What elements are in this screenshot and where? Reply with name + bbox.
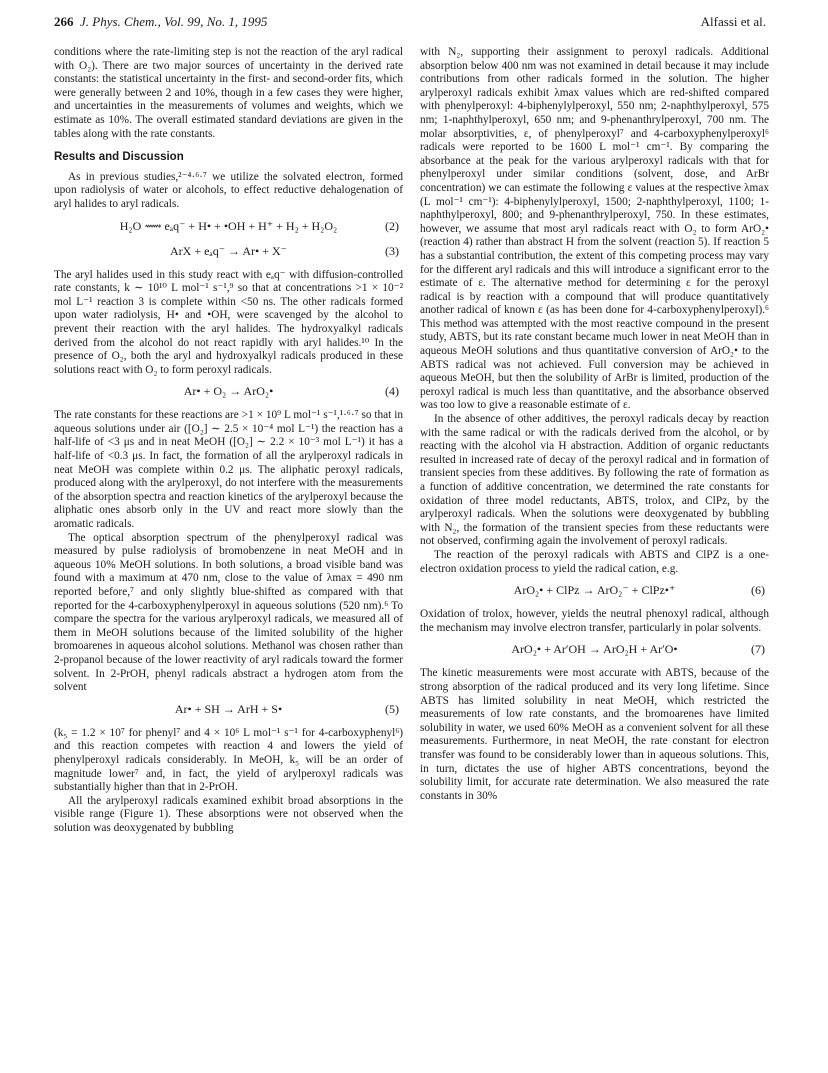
paragraph: The aryl halides used in this study react with eₐq⁻ with diffusion-controlled rate constants, k ∼ 10¹⁰ L mol⁻¹ s⁻¹,⁹ so that at concentrations >1 × 10⁻² mol L⁻¹ reaction 3 is complete within <50 ns. The other radicals formed upon water radiolysis, H• and •OH, were scavenged by the alcohol to prevent their reaction with the aryl halides. The hydroxyalkyl radicals derived from the alcohol do not react rapidly with aryl halides.¹⁰ In the presence of O₂, both the aryl and hydroxyalkyl radicals produced in these solutions react with O₂ to form peroxyl radicals. bbox=[54, 268, 403, 376]
equation-expression: ArX + eₐq⁻ → Ar• + X⁻ bbox=[169, 243, 287, 258]
equation-expression: Ar• + SH → ArH + S• bbox=[174, 701, 283, 716]
equation-6 bbox=[420, 583, 769, 601]
equation-number: (6) bbox=[751, 583, 765, 598]
equation-number: (4) bbox=[385, 384, 399, 399]
paragraph: Oxidation of trolox, however, yields the neutral phenoxyl radical, although the mechanism may involve electron transfer, particularly in polar solvents. bbox=[420, 608, 769, 634]
equation-4 bbox=[54, 384, 403, 402]
right-column bbox=[420, 46, 769, 803]
paragraph: The rate constants for these reactions are >1 × 10⁹ L mol⁻¹ s⁻¹,¹·⁶·⁷ so that in aqueous solutions under air ([O₂] ∼ 2.5 × 10⁻⁴ mol L⁻¹) the reaction has a half-life of <3 μs and in neat MeOH ([O₂] ∼ 2.2 × 10⁻³ mol L⁻¹) it has a half-life of <0.3 μs. In fact, the formation of all the arylperoxyl radicals in neat MeOH was complete within 0.2 μs. The aliphatic peroxyl radicals, produced along with the arylperoxyl, do not interfere with the measurements of the absorption spectra and reaction kinetics of the arylperoxyl because the aliphatic ones absorb only in the UV and react more slowly than the aromatic radicals. bbox=[54, 409, 403, 531]
section-title: Results and Discussion bbox=[54, 151, 184, 164]
paragraph: All the arylperoxyl radicals examined exhibit broad absorptions in the visible range (Figure 1). These absorptions were not observed when the solution was deoxygenated by bubbling bbox=[54, 794, 403, 834]
equation-expression: ArO₂• + Ar′OH → ArO₂H + Ar′O• bbox=[511, 642, 678, 657]
equation-number: (2) bbox=[385, 218, 399, 233]
paragraph: conditions where the rate-limiting step is not the reaction of the aryl radical with O₂). There are two major sources of uncertainty in the derived rate constants: the statistical uncertainty in the first- and second-order fits, which were generally between 2 and 10%, though in a few cases they were higher, and uncertainties in the measurements of volumes and weights, which we estimate as 10%. The overall estimated standard deviations are given in the tables along with the rate constants. bbox=[54, 46, 403, 140]
paragraph: The reaction of the peroxyl radicals with ABTS and ClPZ is a one-electron oxidation process to yield the radical cation, e.g. bbox=[420, 548, 769, 575]
equation-5 bbox=[54, 702, 403, 720]
header-authors: Alfassi et al. bbox=[700, 14, 766, 29]
paragraph: The optical absorption spectrum of the phenylperoxyl radical was measured by pulse radiolysis of bromobenzene in neat MeOH and in aqueous 10% MeOH solutions. In both solutions, a broad visible band was found with a maximum at 470 nm, close to the value of λmax = 490 nm reported before,⁷ and only slightly blue-shifted as compared with that reported for the 4-carboxyphenylperoxyl in aqueous solutions (520 nm).⁶ To compare the spectra for the various arylperoxyl radicals, we measured all of them in MeOH solutions because of the limited solubility of the higher bromoarenes in aqueous alcohol solutions. Methanol was chosen rather than 2-propanol because of the lower reactivity of aryl radicals toward the former solvent. In 2-PrOH, phenyl radicals abstract a hydrogen atom from the solvent bbox=[54, 531, 403, 694]
journal-citation: J. Phys. Chem., Vol. 99, No. 1, 1995 bbox=[80, 14, 268, 29]
equation-expression: H₂O ⟿ eₐq⁻ + H• + •OH + H⁺ + H₂ + H₂O₂ bbox=[119, 218, 338, 233]
equation-7 bbox=[420, 642, 769, 660]
paragraph: (k₅ = 1.2 × 10⁷ for phenyl⁷ and 4 × 10⁶ L mol⁻¹ s⁻¹ for 4-carboxyphenyl⁶) and this reaction competes with reaction 4 and lowers the yield of phenylperoxyl radicals considerably. In MeOH, k₅ will be an order of magnitude lower⁷ and, in fact, the yield of arylperoxyl radicals was substantially higher than that in 2-PrOH. bbox=[54, 726, 403, 794]
paragraph: with N₂, supporting their assignment to peroxyl radicals. Additional absorption below 400 nm was not examined in detail because it may include contributions from other radicals formed in the solution. The higher arylperoxyl radicals exhibit λmax values which are red-shifted compared with phenylperoxyl: 4-biphenylylperoxyl, 550 nm; 2-naphthylperoxyl, 575 nm; 1-naphthylperoxyl, 650 nm; and 9-phenanthrylperoxyl, 700 nm. The molar absorptivities, ε, of phenylperoxyl⁷ and 4-carboxyphenylperoxyl⁶ radicals were reported to be 1600 L mol⁻¹ cm⁻¹. By comparing the absorbance at the peak for the various arylperoxyl radicals with that for phenylperoxyl under similar conditions (solvent, dose, and ArBr concentration) we can estimate the following ε values at the respective λmax (L mol⁻¹ cm⁻¹): 4-biphenylylperoxyl, 1500; 2-naphthylperoxyl, 1100; 1-naphthylperoxyl, 800; and 9-phenanthrylperoxyl, 750. In these estimates, however, we assume that most aryl radicals react with O₂ to form ArO₂• (reaction 4) rather than abstract H from the solvent (reaction 5). If reaction 5 has a substantial contribution, the extent of this competing process may vary for the different aryl radicals and this will introduce a significant error to the estimate of ε. The alternative method for determining ε for the peroxyl radical is by reaction with a compound that will produce quantitatively another radical of known ε (as has been done for 4-carboxyphenylperoxyl).⁶ This method was attempted with the most reactive compound in the present study, ABTS, but its rate constant became much lower in neat MeOH than in aqueous MeOH solutions and thus quantitative conversion of ArO₂• to the ABTS radical was not achieved. Full conversion may be achieved in aqueous MeOH, but then the solubility of ArBr is limited, production of the peroxyl radical is much less than quantitative, and the absorbance observed was too low to give a reasonable estimate of ε. bbox=[420, 46, 769, 412]
equation-2 bbox=[54, 219, 403, 237]
equation-number: (7) bbox=[751, 642, 765, 657]
paragraph: As in previous studies,²⁻⁴·⁶·⁷ we utilize the solvated electron, formed upon radiolysis of water or alcohols, to effect reductive dehalogenation of aryl halides to aryl radicals. bbox=[54, 170, 403, 210]
equation-number: (3) bbox=[385, 243, 399, 258]
equation-expression: Ar• + O₂ → ArO₂• bbox=[183, 384, 274, 399]
header-left bbox=[54, 14, 267, 30]
page-number: 266 bbox=[54, 14, 74, 29]
paragraph: The kinetic measurements were most accurate with ABTS, because of the strong absorption of the radical produced and its very long lifetime. Since ABTS has limited solubility in neat MeOH, which restricted the measurements of low rate constants, and the bromoarenes have limited solubility in water, we used 60% MeOH as a convenient solvent for all these measurements. Furthermore, in neat MeOH, the rate constant for electron transfer was found to be considerably lower than in aqueous solutions. This, in turn, dictates the use of higher ABTS concentrations, beyond the solubility limit, for accurate rate determination. We also measured the rate constants in 30% bbox=[420, 667, 769, 802]
paragraph: In the absence of other additives, the peroxyl radicals decay by reaction with the same radical or with the radicals derived from the alcohol, or by reacting with the alcohol via H abstraction. Addition of organic reductants resulted in increased rate of decay of the peroxyl radical and in formation of transient species from these additives. By following the rate of formation as a function of additive concentration, we determined the rate constants for oxidation of three model reductants, ABTS, trolox, and ClPz, by the arylperoxyl radicals. When the solutions were deoxygenated by bubbling with N₂, the formation of the transient species from these reductants were not observed, confirming again the involvement of peroxyl radicals. bbox=[420, 413, 769, 548]
equation-3 bbox=[54, 244, 403, 262]
left-column bbox=[54, 46, 403, 836]
page-header bbox=[54, 14, 766, 36]
equation-expression: ArO₂• + ClPz → ArO₂⁻ + ClPz•⁺ bbox=[513, 583, 676, 598]
equation-number: (5) bbox=[385, 701, 399, 716]
